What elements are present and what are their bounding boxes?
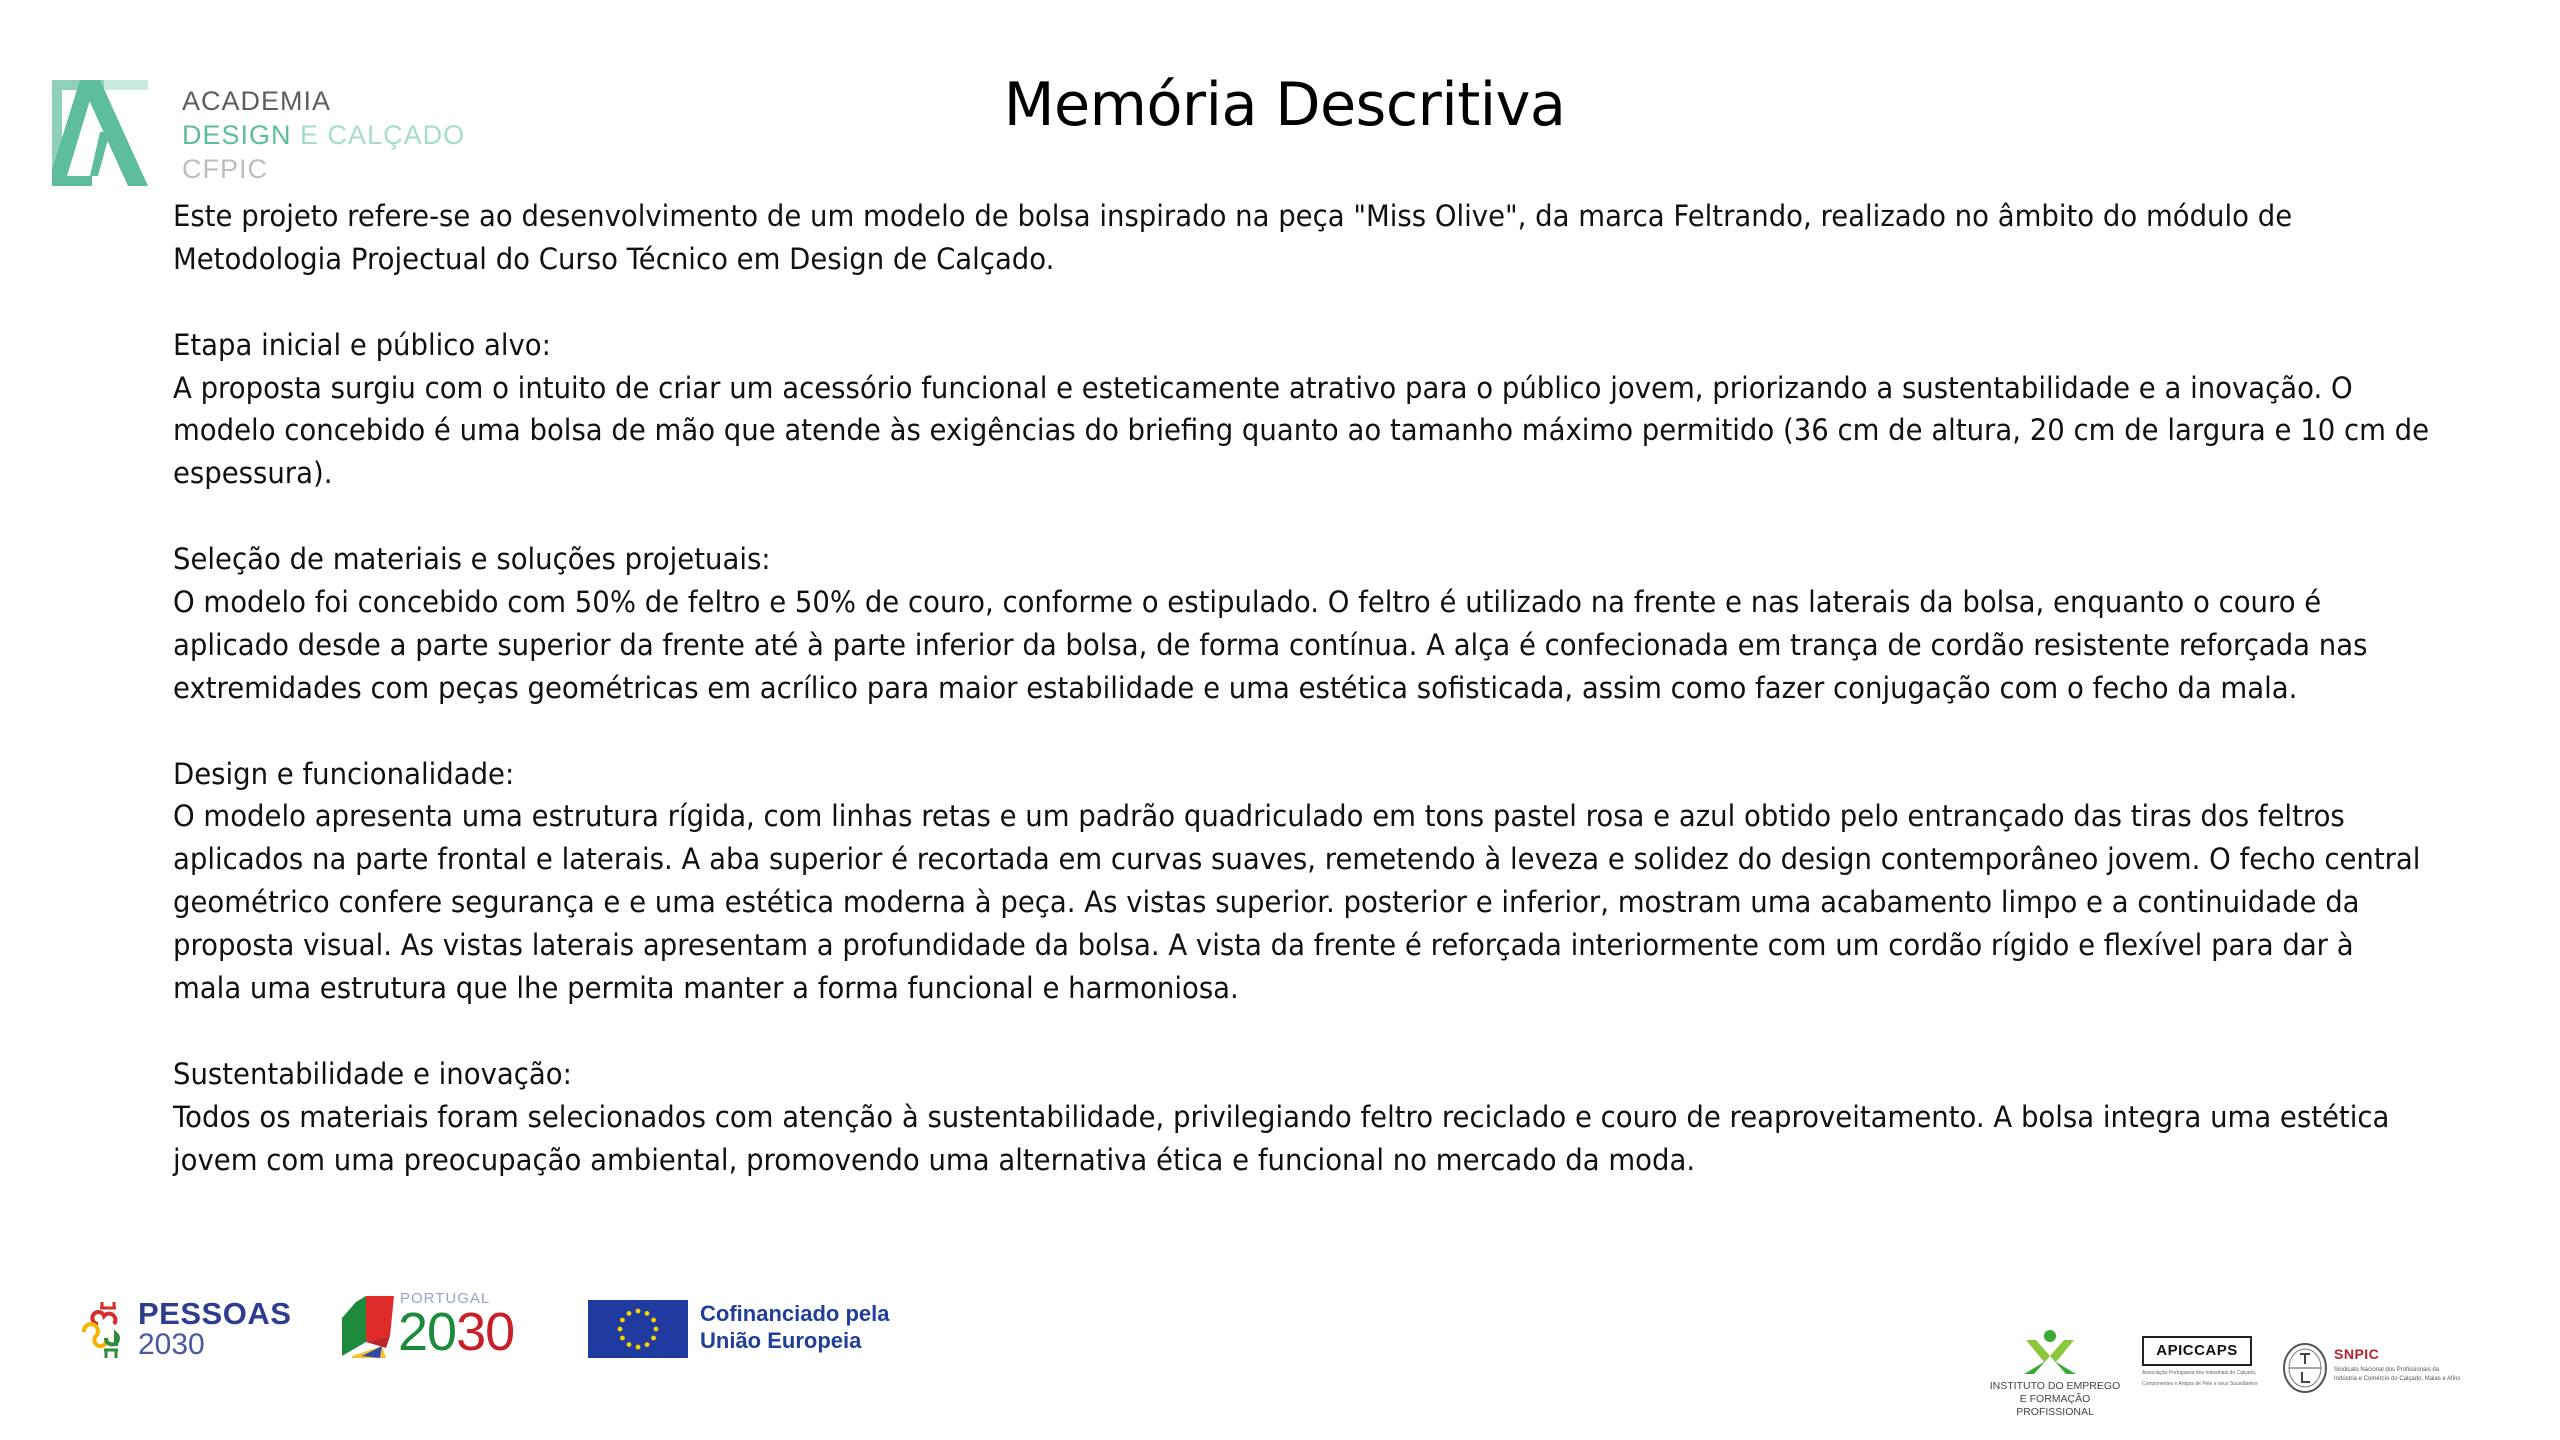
eu-flag-icon <box>588 1300 688 1358</box>
portugal-word: PORTUGAL <box>400 1290 491 1307</box>
paragraph-spacer <box>173 1010 2473 1053</box>
logo-design-word: DESIGN <box>182 120 292 150</box>
eu-text-line2: União Europeia <box>700 1328 862 1353</box>
body-line: Todos os materiais foram selecionados com atenção à sustentabilidade, privilegiando feltro reciclado e couro de reaproveitamento. A bolsa integra uma estética <box>173 1099 2390 1134</box>
eu-star-icon <box>645 1311 650 1316</box>
eu-star-icon <box>627 1311 632 1316</box>
portugal-2030-logo <box>342 1290 542 1368</box>
body-line: aplicados na parte frontal e laterais. A aba superior é recortada em curvas suaves, remetendo à leveza e solidez do design contemporâneo jovem. O fecho central <box>173 842 2421 877</box>
section-heading: Sustentabilidade e inovação: <box>173 1056 572 1091</box>
iefp-text-line2: E FORMAÇÃO PROFISSIONAL <box>2016 1393 2094 1418</box>
snpic-logo <box>2282 1342 2502 1398</box>
snpic-seal-icon <box>2282 1342 2328 1394</box>
apiccaps-name: APICCAPS <box>2142 1336 2252 1366</box>
footer-partner-logos <box>1980 1330 2500 1420</box>
eu-star-icon <box>620 1318 625 1323</box>
eu-star-icon <box>651 1336 656 1341</box>
eu-star-icon <box>651 1318 656 1323</box>
portugal-2030-year <box>398 1304 514 1360</box>
body-line: geométrico confere segurança e e uma estética moderna à peça. As vistas superior. posterior e inferior, mostram uma acabamento limpo e a continuidade da <box>173 885 2360 920</box>
eu-star-icon <box>627 1342 632 1347</box>
eu-star-icon <box>645 1342 650 1347</box>
logo-calcado-word: E CALÇADO <box>300 120 466 150</box>
paragraph-spacer <box>173 495 2473 538</box>
pessoas-word: PESSOAS <box>138 1296 292 1331</box>
eu-text-line1: Cofinanciado pela <box>700 1301 890 1326</box>
body-line: aplicado desde a parte superior da frente até à parte inferior da bolsa, de forma contínua. A alça é confecionada em trança de cordão resistente reforçada nas <box>173 627 2368 662</box>
section-sustentabilidade <box>173 1053 2473 1182</box>
year-part-red: 30 <box>456 1302 515 1362</box>
eu-star-icon <box>618 1327 623 1332</box>
snpic-sub1: Sindicato Nacional dos Profissionais da <box>2334 1367 2440 1373</box>
iefp-logo-icon <box>2022 1330 2078 1376</box>
snpic-name: SNPIC <box>2334 1346 2380 1362</box>
paragraph-spacer <box>173 710 2473 753</box>
eu-star-icon <box>636 1309 641 1314</box>
section-heading: Seleção de materiais e soluções projetuais: <box>173 542 771 577</box>
year-part-green: 20 <box>398 1302 457 1362</box>
section-heading: Design e funcionalidade: <box>173 756 515 791</box>
section-etapa-inicial <box>173 324 2473 496</box>
body-line: O modelo foi concebido com 50% de feltro e 50% de couro, conforme o estipulado. O feltro é utilizado na frente e nas laterais da bolsa, enquanto o couro é <box>173 585 2322 620</box>
body-line: A proposta surgiu com o intuito de criar um acessório funcional e esteticamente atrativo para o público jovem, priorizando a sustentabilidade e a inovação. O <box>173 370 2353 405</box>
apiccaps-sub1: Associação Portuguesa dos Industriais de Calçado, <box>2142 1370 2257 1376</box>
eu-star-icon <box>620 1336 625 1341</box>
portugal-flag-mark-icon <box>342 1296 394 1358</box>
body-line: modelo concebido é uma bolsa de mão que atende às exigências do briefing quanto ao tamanho máximo permitido (36 cm de altura, 20 cm de largura e 10 cm de <box>173 413 2430 448</box>
page-title <box>0 70 2560 140</box>
body-line: jovem com uma preocupação ambiental, promovendo uma alternativa ética e funcional no mercado da moda. <box>173 1142 1696 1177</box>
body-line: Metodologia Projectual do Curso Técnico em Design de Calçado. <box>173 241 1055 276</box>
document-body <box>173 195 2473 1181</box>
eu-star-icon <box>654 1327 659 1332</box>
section-heading: Etapa inicial e público alvo: <box>173 327 551 362</box>
snpic-sub2: Indústria e Comércio do Calçado, Malas e Afins <box>2334 1376 2461 1382</box>
body-line: O modelo apresenta uma estrutura rígida, com linhas retas e um padrão quadriculado em tons pastel rosa e azul obtido pelo entrançado das tiras dos feltros <box>173 799 2345 834</box>
snpic-subtitle <box>2334 1366 2460 1384</box>
pessoas-2030-logo <box>80 1296 290 1366</box>
body-line: Este projeto refere-se ao desenvolvimento de um modelo de bolsa inspirado na peça "Miss Olive", da marca Feltrando, realizado no âmbito do módulo de <box>173 199 2293 233</box>
intro-paragraph <box>173 195 2473 281</box>
eu-star-icon <box>636 1345 641 1350</box>
body-line: espessura). <box>173 456 333 491</box>
section-materiais <box>173 538 2473 710</box>
pessoas-year: 2030 <box>138 1328 205 1361</box>
paragraph-spacer <box>173 281 2473 324</box>
section-design-funcionalidade <box>173 753 2473 1010</box>
body-line: mala uma estrutura que lhe permita manter a forma funcional e harmoniosa. <box>173 971 1239 1006</box>
page-title-text: Memória Descritiva <box>1004 70 1566 140</box>
iefp-logo <box>1980 1330 2130 1416</box>
eu-cofinanced-logo <box>588 1296 928 1358</box>
apiccaps-logo <box>2142 1336 2258 1388</box>
iefp-text-line1: INSTITUTO DO EMPREGO <box>1989 1380 2121 1392</box>
logo-academia-text: ACADEMIA <box>182 86 332 116</box>
body-line: proposta visual. As vistas laterais apresentam a profundidade da bolsa. A vista da frente é reforçada interiormente com um cordão rígido e flexível para dar à <box>173 928 2354 963</box>
logo-cfpic-text: CFPIC <box>182 154 268 184</box>
pessoas-2030-logo-icon <box>80 1298 130 1360</box>
body-line: extremidades com peças geométricas em acrílico para maior estabilidade e uma estética sofisticada, assim como fazer conjugação com o fecho da mala. <box>173 670 2298 705</box>
apiccaps-sub2: Componentes e Artigos de Pele e seus Sucedâneos <box>2142 1381 2258 1387</box>
